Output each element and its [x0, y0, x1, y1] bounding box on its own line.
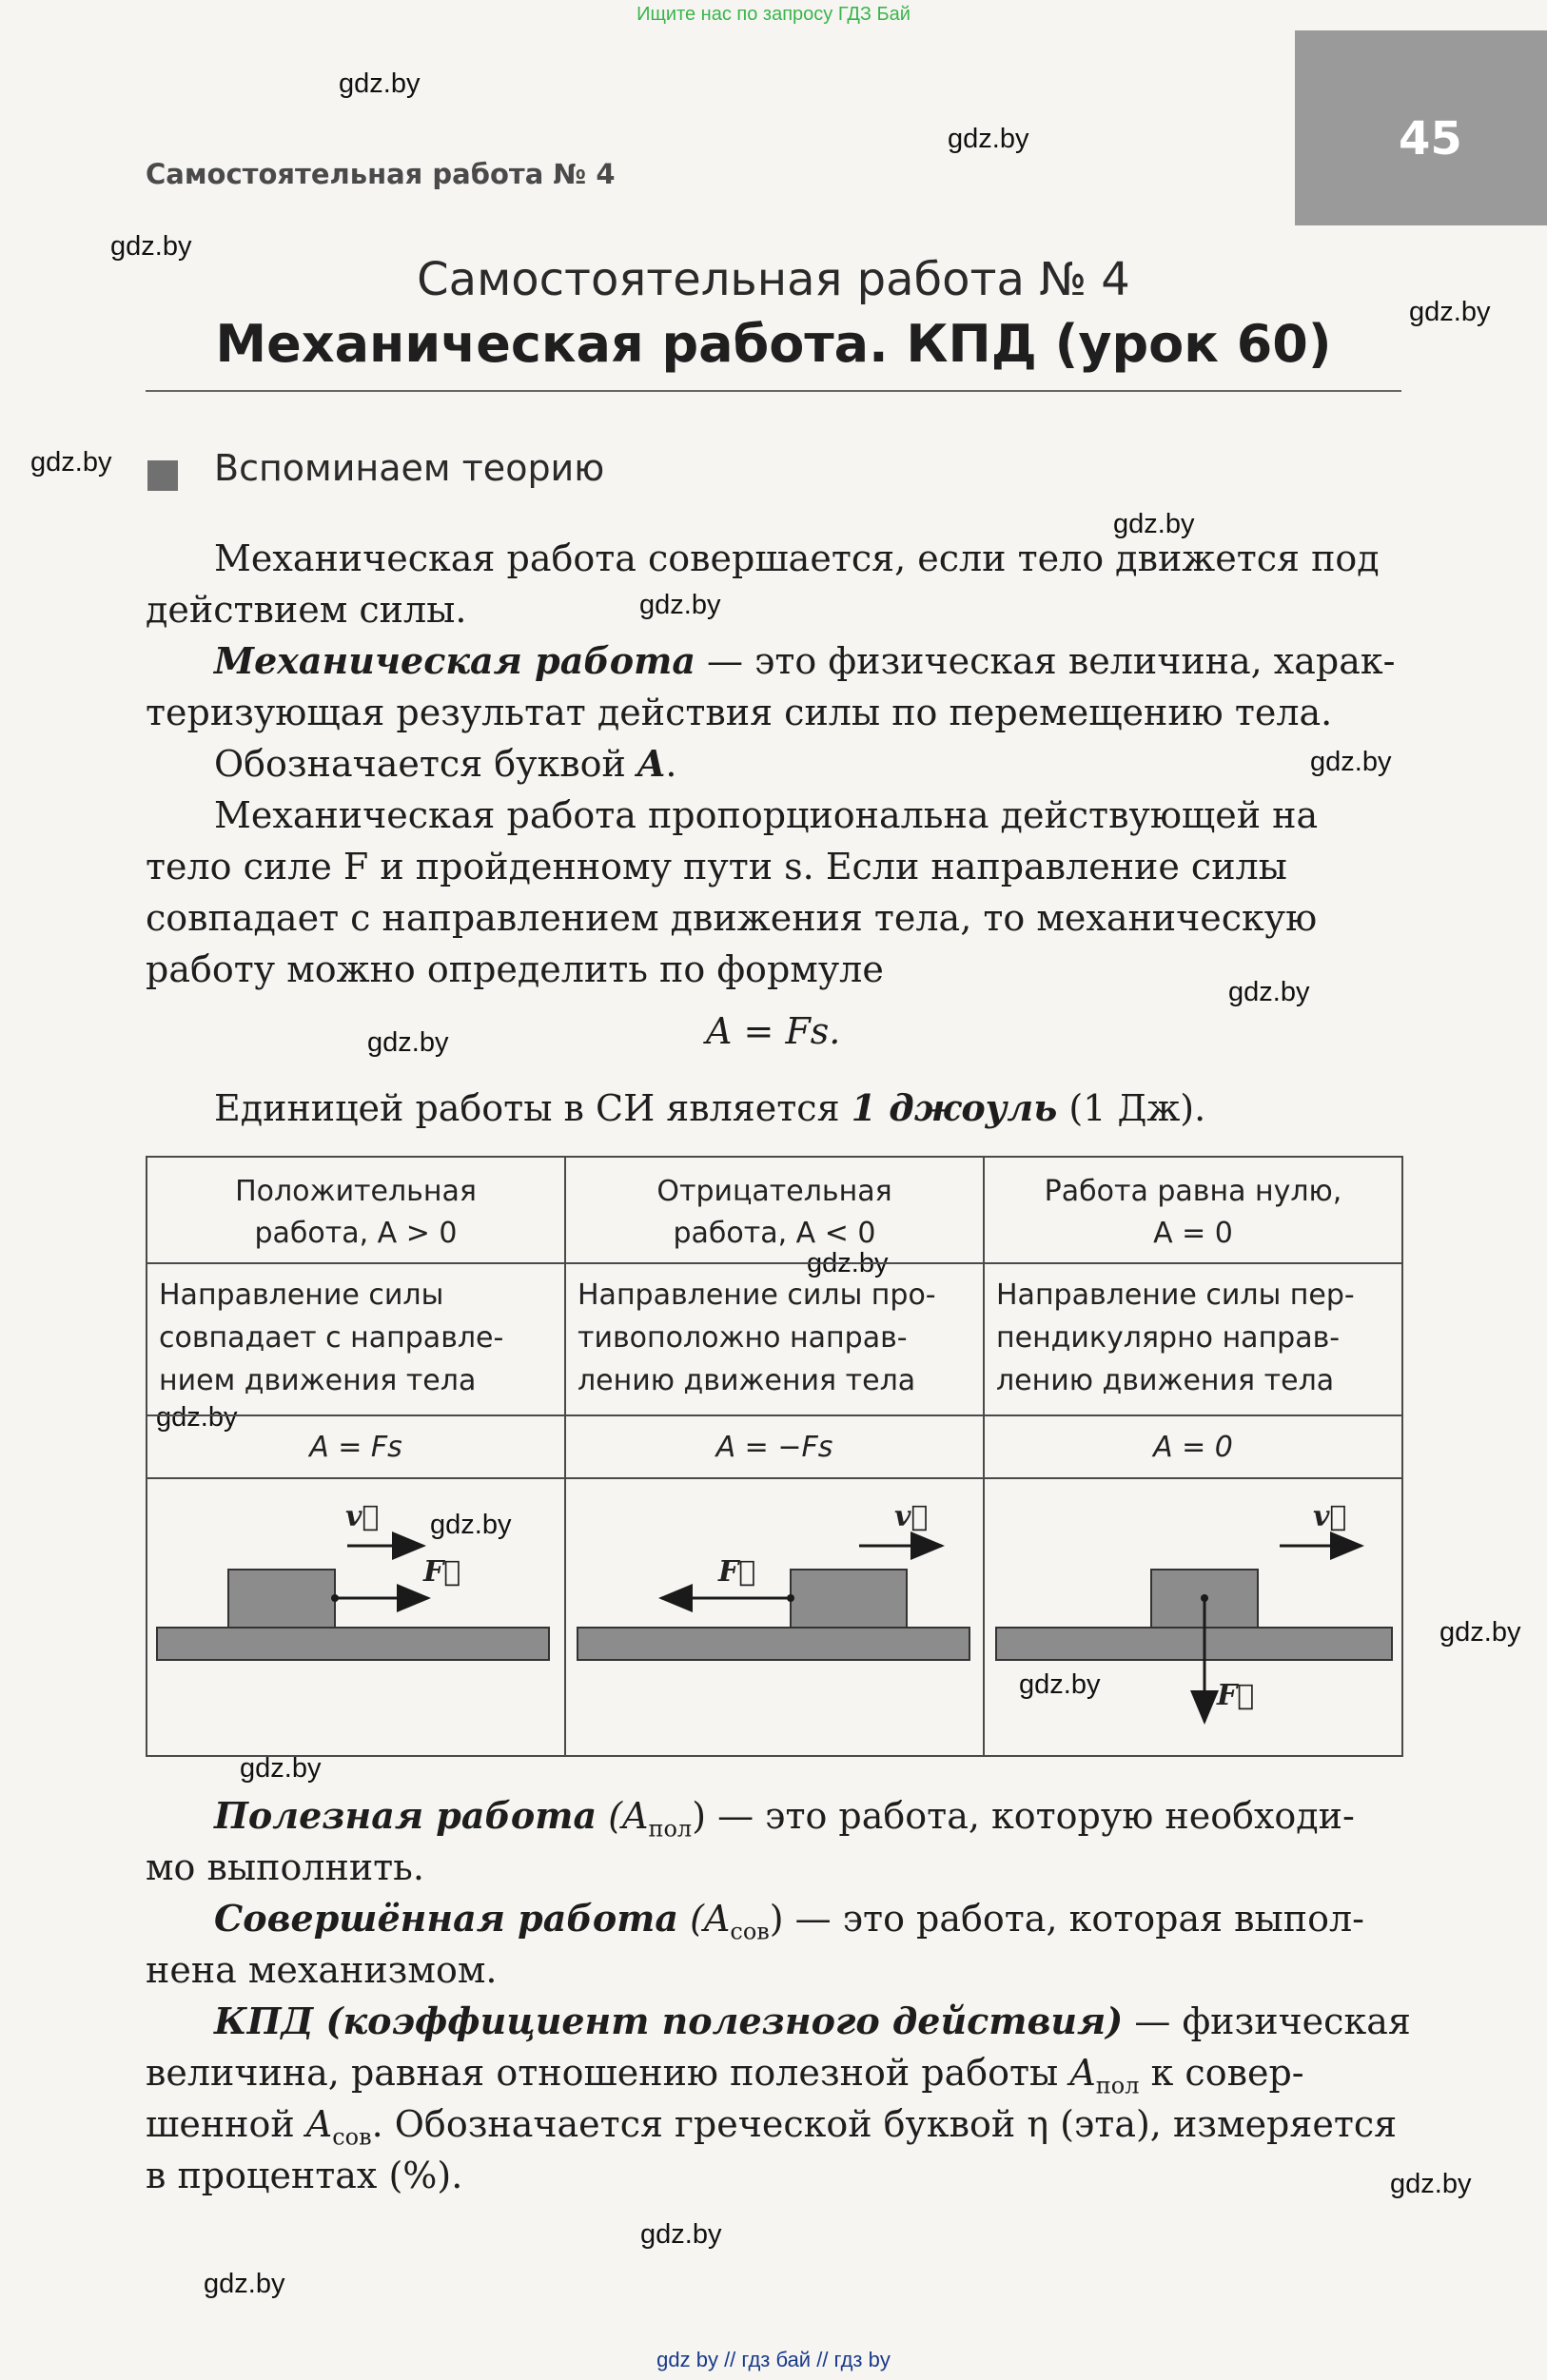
watermark: gdz.by — [1310, 747, 1392, 777]
figure-positive-work — [147, 1478, 565, 1756]
watermark: gdz.by — [639, 590, 721, 620]
surface — [996, 1628, 1392, 1660]
watermark: gdz.by — [948, 124, 1029, 154]
definition-work — [214, 635, 1395, 687]
paragraph-line: работу можно определить по формуле — [146, 948, 884, 990]
watermark: gdz.by — [640, 2219, 722, 2250]
velocity-label: v⃗ — [894, 1500, 929, 1533]
text: Обозначается буквой — [214, 743, 637, 785]
table-formula: A = 0 — [984, 1415, 1402, 1478]
paragraph-line: совпадает с направлением движения тела, то механическую — [146, 897, 1318, 939]
symbol: A — [636, 742, 666, 785]
table-cell — [565, 1263, 984, 1415]
block — [228, 1570, 335, 1628]
cell-line: Направление силы про- — [578, 1278, 936, 1312]
cell-line: нием движения тела — [159, 1364, 477, 1397]
watermark: gdz.by — [156, 1402, 238, 1433]
subscript: сов — [332, 2123, 372, 2151]
page-number: 45 — [1399, 112, 1462, 166]
text: к совер- — [1139, 2052, 1304, 2094]
term: Совершённая работа — [214, 1897, 678, 1940]
text: . Обозначается греческой буквой η (эта), измеряется — [371, 2103, 1398, 2145]
force-label: F⃗ — [1217, 1679, 1255, 1712]
table-header — [984, 1157, 1402, 1263]
header-line: A = 0 — [1153, 1217, 1233, 1250]
paragraph-line: тело силе F и пройденному пути s. Если направление силы — [146, 846, 1287, 888]
cell-line: пендикулярно направ- — [996, 1321, 1341, 1355]
table-cell — [984, 1263, 1402, 1415]
watermark: gdz.by — [1019, 1669, 1101, 1700]
text: шенной — [146, 2103, 306, 2145]
paragraph-line: Механическая работа пропорциональна действующей на — [214, 794, 1319, 836]
velocity-label: v⃗ — [345, 1500, 380, 1533]
text: — это физическая величина, харак- — [695, 640, 1396, 682]
cell-line: лению движения тела — [578, 1364, 916, 1397]
paragraph-line: в процентах (%). — [146, 2155, 463, 2196]
cell-line: тивоположно направ- — [578, 1321, 908, 1355]
title-divider — [146, 390, 1401, 392]
cell-line: совпадает с направле- — [159, 1321, 504, 1355]
table-formula: A = Fs — [147, 1415, 565, 1478]
velocity-label: v⃗ — [1313, 1500, 1347, 1533]
running-head: Самостоятельная работа № 4 — [146, 158, 616, 190]
paragraph-line: Обозначается буквой A. — [214, 742, 677, 785]
paragraph-line: теризующая результат действия силы по перемещению тела. — [146, 692, 1333, 733]
paragraph-line: Механическая работа совершается, если тело движется под — [214, 537, 1380, 579]
section-marker-icon — [147, 460, 178, 491]
symbol: (A — [690, 1898, 731, 1940]
paragraph-line — [214, 1083, 1205, 1134]
watermark: gdz.by — [110, 231, 192, 262]
force-origin — [787, 1594, 794, 1602]
text: величина, равная отношению полезной работы — [146, 2052, 1070, 2094]
text: Единицей работы в СИ является — [214, 1087, 852, 1129]
table-formula: A = −Fs — [565, 1415, 984, 1478]
term: 1 джоуль — [851, 1086, 1058, 1129]
top-banner[interactable]: Ищите нас по запросу ГДЗ Бай — [636, 4, 911, 25]
force-label: F⃗ — [423, 1555, 461, 1589]
work-types-table — [146, 1156, 1403, 1757]
table-header — [147, 1157, 565, 1263]
watermark: gdz.by — [367, 1027, 449, 1058]
text: — физическая — [1123, 2000, 1411, 2042]
lesson-title: Механическая работа. КПД (урок 60) — [215, 314, 1332, 374]
footer-links[interactable]: gdz by // гдз бай // гдз by — [656, 2348, 891, 2371]
surface — [157, 1628, 549, 1660]
subscript: сов — [730, 1918, 770, 1945]
force-origin — [1201, 1594, 1208, 1602]
header-line: Положительная — [235, 1175, 477, 1208]
watermark: gdz.by — [1409, 297, 1491, 327]
watermark: gdz.by — [807, 1248, 889, 1278]
term: КПД (коэффициент полезного действия) — [214, 2000, 1124, 2042]
paragraph-line: нена механизмом. — [146, 1949, 498, 1991]
paragraph-line: мо выполнить. — [146, 1846, 424, 1888]
subscript: пол — [1095, 2072, 1140, 2099]
subscript: пол — [648, 1815, 693, 1843]
force-origin — [331, 1594, 339, 1602]
cell-line: лению движения тела — [996, 1364, 1335, 1397]
definition-efficiency — [214, 1996, 1411, 2047]
surface — [578, 1628, 969, 1660]
watermark: gdz.by — [1390, 2169, 1472, 2199]
watermark: gdz.by — [339, 68, 421, 99]
watermark: gdz.by — [430, 1510, 512, 1540]
table-header — [565, 1157, 984, 1263]
formula-work: A = Fs. — [706, 1010, 841, 1052]
text: (1 Дж). — [1057, 1087, 1206, 1129]
watermark: gdz.by — [1439, 1617, 1521, 1648]
header-line: Работа равна нулю, — [1044, 1175, 1342, 1208]
text: ) — это работа, которая выпол- — [769, 1898, 1364, 1940]
symbol: A — [305, 2103, 333, 2145]
term: Полезная работа — [214, 1794, 597, 1837]
force-label: F⃗ — [718, 1555, 756, 1589]
worksheet-title: Самостоятельная работа № 4 — [417, 253, 1130, 306]
cell-line: Направление силы пер- — [996, 1278, 1355, 1312]
watermark: gdz.by — [1113, 509, 1195, 539]
block — [791, 1570, 907, 1628]
watermark: gdz.by — [240, 1753, 322, 1784]
watermark: gdz.by — [30, 447, 112, 478]
section-heading: Вспоминаем теорию — [214, 447, 605, 489]
figure-negative-work — [565, 1478, 984, 1756]
symbol: (A — [608, 1795, 649, 1837]
paragraph-line: действием силы. — [146, 589, 467, 631]
figure-zero-work — [984, 1478, 1402, 1756]
header-line: работа, A < 0 — [673, 1217, 876, 1250]
header-line: Отрицательная — [656, 1175, 892, 1208]
text: ) — это работа, которую необходи- — [692, 1795, 1355, 1837]
symbol: A — [1069, 2052, 1096, 2094]
header-line: работа, A > 0 — [254, 1217, 458, 1250]
term: Механическая работа — [214, 639, 695, 682]
table-cell — [147, 1263, 565, 1415]
cell-line: Направление силы — [159, 1278, 444, 1312]
watermark: gdz.by — [1228, 977, 1310, 1007]
watermark: gdz.by — [204, 2269, 285, 2299]
